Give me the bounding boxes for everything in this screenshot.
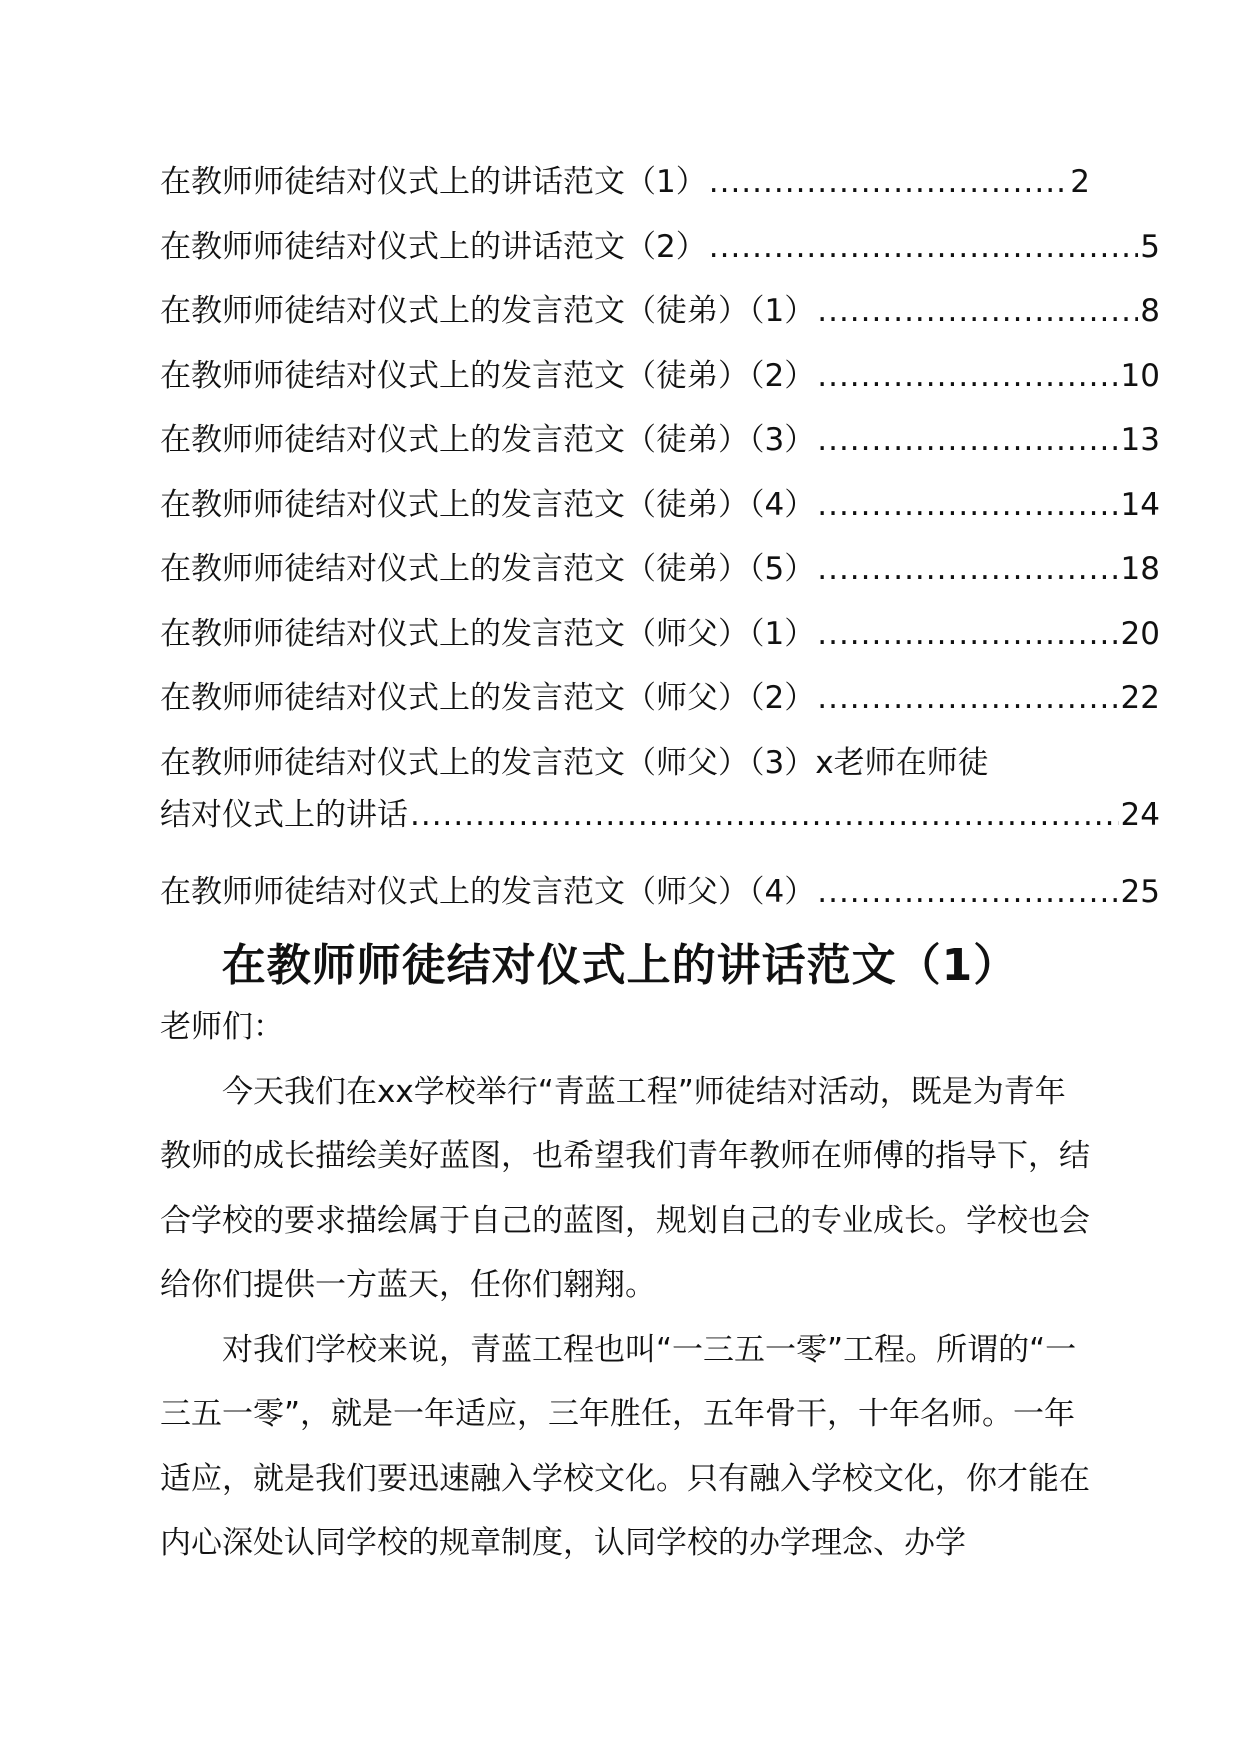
toc-item-page: 13 xyxy=(1120,422,1160,458)
toc-item-page: 2 xyxy=(1070,164,1090,200)
table-of-contents xyxy=(160,150,1160,924)
toc-item[interactable] xyxy=(160,602,1160,667)
toc-leader-dots xyxy=(817,666,1118,731)
toc-item-page: 18 xyxy=(1120,551,1160,587)
toc-item[interactable] xyxy=(160,537,1160,602)
toc-item-page: 25 xyxy=(1120,873,1160,910)
toc-item-title: 在教师师徒结对仪式上的讲话范文（1） xyxy=(160,164,707,200)
toc-leader-dots xyxy=(709,215,1139,280)
toc-item-page: 22 xyxy=(1120,680,1160,716)
toc-item[interactable] xyxy=(160,279,1160,344)
toc-item[interactable] xyxy=(160,860,1160,925)
toc-leader-dots xyxy=(410,795,1119,835)
toc-item-title: 在教师师徒结对仪式上的发言范文（师父）（3）x老师在师徒 xyxy=(160,744,989,781)
toc-item[interactable] xyxy=(160,473,1160,538)
toc-item-title: 在教师师徒结对仪式上的发言范文（徒弟）（2） xyxy=(160,357,816,394)
toc-leader-dots xyxy=(817,473,1118,538)
toc-leader-dots xyxy=(817,860,1118,925)
toc-item-page: 10 xyxy=(1120,357,1160,394)
paragraph: 今天我们在xx学校举行“青蓝工程”师徒结对活动，既是为青年教师的成长描绘美好蓝图，也希望我们青年教师在师傅的指导下，结合学校的要求描绘属于自己的蓝图，规划自己的专业成长。学校也会给你们提供一方蓝天，任你们翱翔。 xyxy=(160,1073,1090,1303)
toc-item-title: 在教师师徒结对仪式上的发言范文（师父）（4） xyxy=(160,873,816,910)
toc-item-title: 在教师师徒结对仪式上的发言范文（师父）（2） xyxy=(160,680,816,716)
salutation: 老师们： xyxy=(160,1009,284,1045)
toc-item-page: 5 xyxy=(1140,228,1160,265)
toc-item-page: 20 xyxy=(1120,615,1160,652)
toc-item-title-continued: 结对仪式上的讲话 xyxy=(160,796,408,833)
toc-item-page: 14 xyxy=(1120,486,1160,523)
toc-item-title: 在教师师徒结对仪式上的发言范文（徒弟）（1） xyxy=(160,293,816,329)
toc-item-title: 在教师师徒结对仪式上的发言范文（徒弟）（5） xyxy=(160,551,816,587)
toc-item[interactable] xyxy=(160,150,1160,215)
toc-item[interactable] xyxy=(160,215,1160,280)
toc-item-title: 在教师师徒结对仪式上的发言范文（徒弟）（3） xyxy=(160,422,816,458)
toc-item-title: 在教师师徒结对仪式上的发言范文（徒弟）（4） xyxy=(160,486,816,523)
toc-item-page: 24 xyxy=(1120,796,1160,833)
toc-item-page: 8 xyxy=(1140,293,1160,329)
toc-leader-dots xyxy=(817,602,1118,667)
document-body xyxy=(160,995,1090,1576)
toc-item-title: 在教师师徒结对仪式上的讲话范文（2） xyxy=(160,228,707,265)
toc-item-title: 在教师师徒结对仪式上的发言范文（师父）（1） xyxy=(160,615,816,652)
document-title: 在教师师徒结对仪式上的讲话范文（1） xyxy=(221,940,1019,992)
toc-leader-dots xyxy=(817,537,1118,602)
paragraph: 对我们学校来说，青蓝工程也叫“一三五一零”工程。所谓的“一三五一零”，就是一年适应，三年胜任，五年骨干，十年名师。一年适应，就是我们要迅速融入学校文化。只有融入学校文化，你才能在内心深处认同学校的规章制度，认同学校的办学理念、办学 xyxy=(160,1331,1090,1561)
toc-item[interactable] xyxy=(160,731,1160,860)
toc-item[interactable] xyxy=(160,666,1160,731)
toc-leader-dots xyxy=(817,344,1118,409)
toc-item[interactable] xyxy=(160,344,1160,409)
toc-leader-dots xyxy=(709,150,1069,215)
toc-leader-dots xyxy=(817,408,1118,473)
toc-leader-dots xyxy=(817,279,1138,344)
toc-item[interactable] xyxy=(160,408,1160,473)
